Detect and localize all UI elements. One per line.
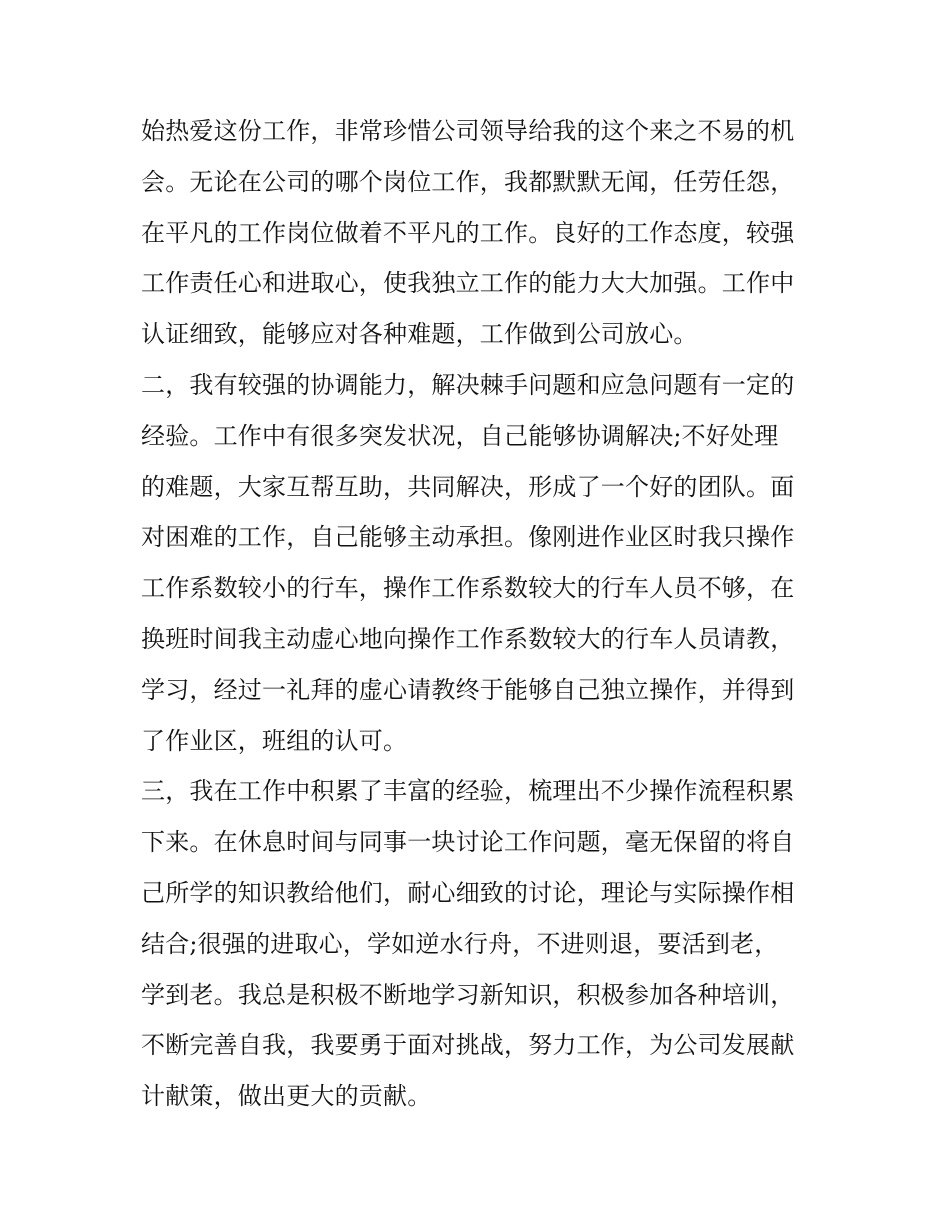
text-line: 二，我有较强的协调能力，解决棘手问题和应急问题有一定的 <box>141 370 795 399</box>
text-line: 工作责任心和进取心，使我独立工作的能力大大加强。工作中 <box>141 269 795 298</box>
text-line: 计献策，做出更大的贡献。 <box>141 1082 432 1111</box>
text-line: 学习，经过一礼拜的虚心请教终于能够自己独立操作，并得到 <box>141 675 795 704</box>
text-line: 始热爱这份工作，非常珍惜公司领导给我的这个来之不易的机 <box>141 117 795 145</box>
text-line: 对困难的工作，自己能够主动承担。像刚进作业区时我只操作 <box>141 523 795 552</box>
text-line: 己所学的知识教给他们，耐心细致的讨论，理论与实际操作相 <box>141 878 795 907</box>
text-line: 在平凡的工作岗位做着不平凡的工作。良好的工作态度，较强 <box>141 218 795 247</box>
text-line: 会。无论在公司的哪个岗位工作，我都默默无闻，任劳任怨， <box>141 167 795 196</box>
text-line: 的难题，大家互帮互助，共同解决，形成了一个好的团队。面 <box>141 472 795 501</box>
text-line: 工作系数较小的行车，操作工作系数较大的行车人员不够，在 <box>141 574 795 603</box>
text-line: 了作业区，班组的认可。 <box>141 726 408 755</box>
text-line: 结合;很强的进取心，学如逆水行舟，不进则退，要活到老， <box>141 929 779 958</box>
text-line: 认证细致，能够应对各种难题，工作做到公司放心。 <box>141 320 698 349</box>
text-line: 下来。在休息时间与同事一块讨论工作问题，毫无保留的将自 <box>141 828 795 857</box>
text-line: 经验。工作中有很多突发状况，自己能够协调解决;不好处理 <box>141 421 779 450</box>
text-line: 三，我在工作中积累了丰富的经验，梳理出不少操作流程积累 <box>141 777 795 806</box>
text-line: 不断完善自我，我要勇于面对挑战，努力工作，为公司发展献 <box>141 1031 795 1060</box>
body-text <box>141 106 821 1122</box>
text-line: 换班时间我主动虚心地向操作工作系数较大的行车人员请教， <box>141 624 795 653</box>
text-line: 学到老。我总是积极不断地学习新知识，积极参加各种培训， <box>141 980 795 1009</box>
